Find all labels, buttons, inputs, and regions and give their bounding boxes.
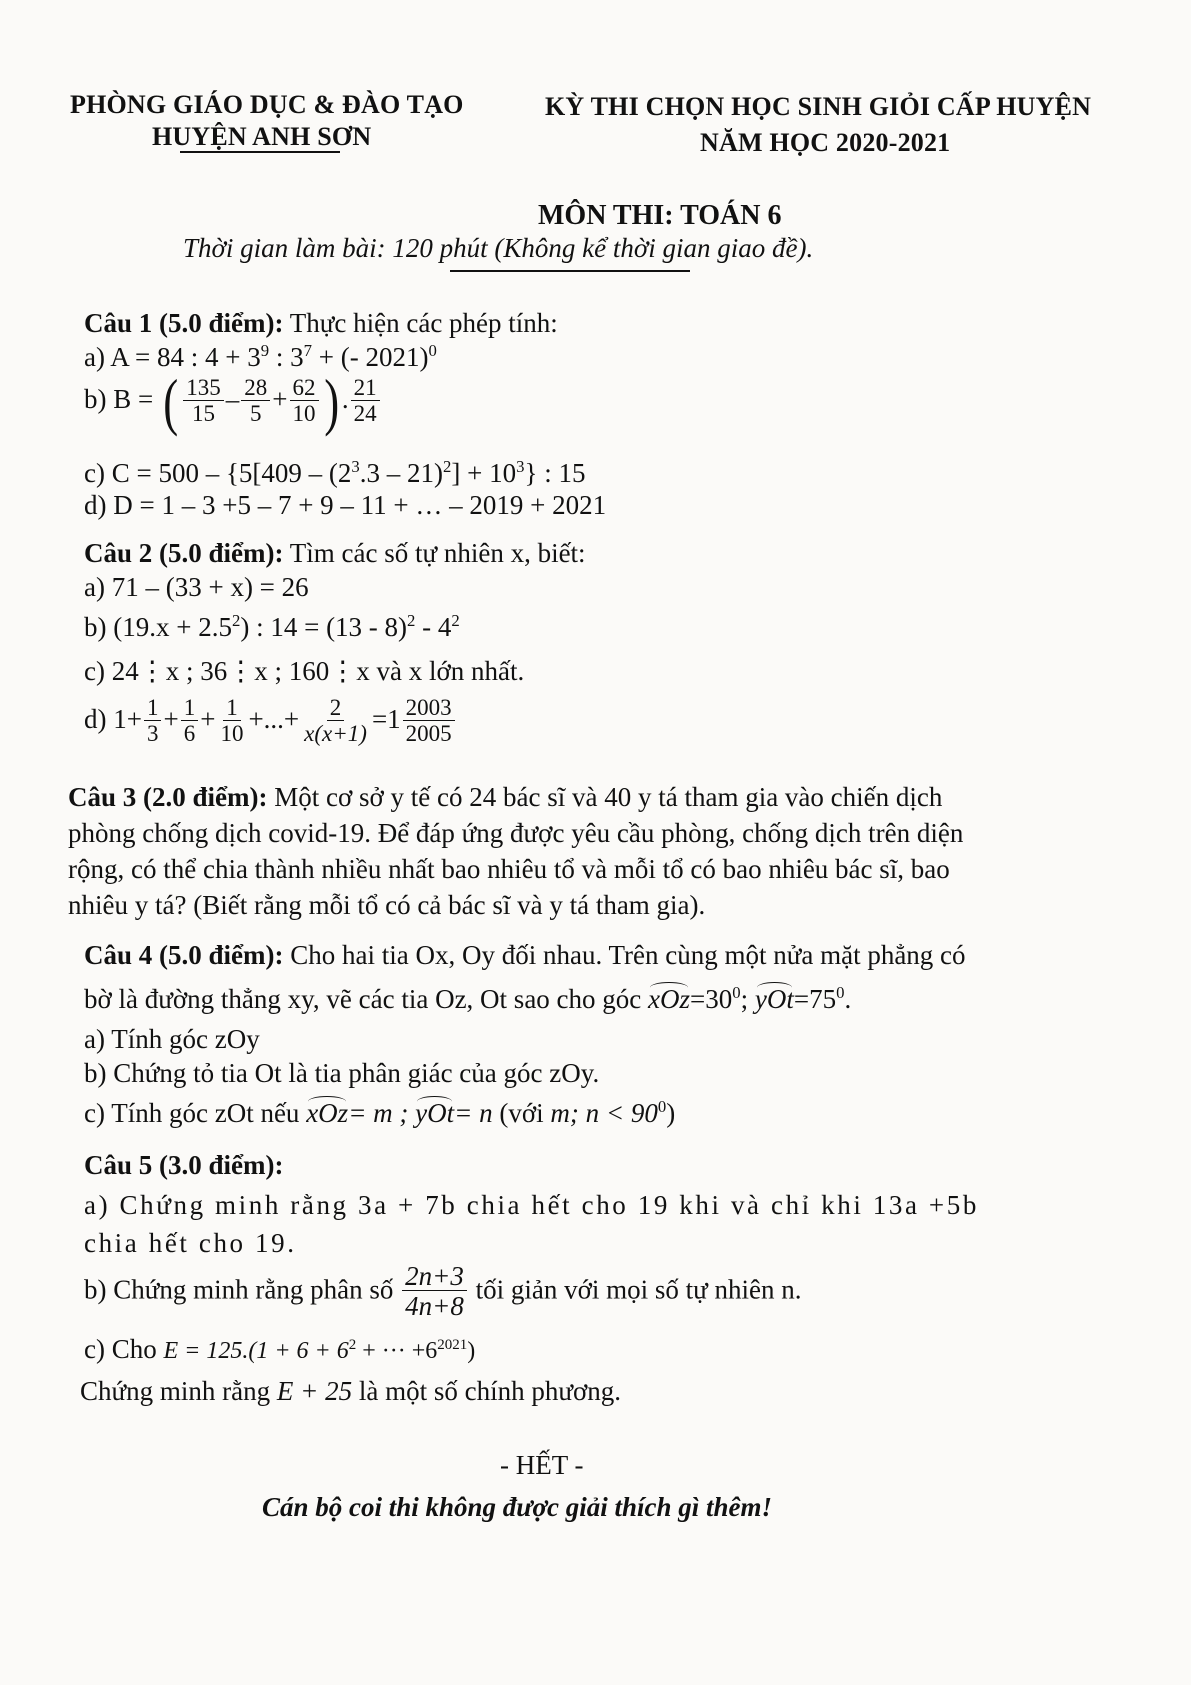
denominator: 15 [192, 401, 216, 427]
part-label: b) B = [84, 383, 154, 414]
exponent: 3 [351, 456, 360, 476]
question-3-line-3: rộng, có thể chia thành nhiều nhất bao nhiêu tổ và mỗi tổ có bao nhiêu bác sĩ, bao [68, 854, 950, 884]
question-3-text: Một cơ sở y tế có 24 bác sĩ và 40 y tá tham gia vào chiến dịch [274, 782, 943, 812]
expr: = m ; [348, 1098, 409, 1128]
time-note: Thời gian làm bài: 120 phút (Không kể thời gian giao đề). [183, 233, 814, 263]
degree: 0 [836, 982, 845, 1002]
question-4-line-2 [84, 984, 851, 1015]
expr: ) : 14 = (13 - 8) [240, 612, 408, 642]
question-4-title: Câu 4 (5.0 điểm): [84, 940, 284, 970]
question-2d: d) 1+ $\frac{1}{3}$ + $\frac{1}{6}$ + $\frac{1}{10}$ +...+ $\frac{2}{x(x+1)}$ =1 $\frac{2003}{2005}$ [84, 696, 457, 748]
expr: m; n < 90 [550, 1098, 658, 1128]
numerator: 1 [223, 696, 241, 721]
denominator: 4n+8 [405, 1291, 464, 1322]
expr: ) [467, 1338, 476, 1364]
end-marker: - HẾT - [500, 1450, 584, 1480]
expr: : 3 [269, 342, 304, 372]
expr: (với [499, 1098, 544, 1128]
time-underline [450, 270, 690, 272]
exam-title: KỲ THI CHỌN HỌC SINH GIỎI CẤP HUYỆN [545, 92, 1092, 121]
exponent: 2 [348, 1337, 357, 1353]
expr: Chứng minh rằng [80, 1376, 271, 1406]
expr: b) (19.x + 2.5 [84, 612, 232, 642]
expr: .3 – 21) [359, 458, 444, 488]
expr: 1 [113, 703, 127, 734]
question-3-line-1 [68, 782, 1118, 813]
question-1a [84, 342, 437, 373]
angle-xoz: xOz [648, 984, 691, 1014]
part-label: d) [84, 703, 107, 734]
expr: = n [454, 1098, 493, 1128]
exponent: 3 [516, 456, 525, 476]
question-4-line-1 [84, 940, 966, 971]
question-2-title: Câu 2 (5.0 điểm): [84, 538, 284, 568]
numerator: 2n+3 [402, 1262, 467, 1291]
question-5a-line-1: a) Chứng minh rằng 3a + 7b chia hết cho 19 khi và chỉ khi 13a +5b [84, 1190, 979, 1220]
department-name: PHÒNG GIÁO DỤC & ĐÀO TẠO [70, 90, 464, 119]
question-1-heading [84, 308, 558, 339]
question-3-line-4: nhiêu y tá? (Biết rằng mỗi tổ có cả bác sĩ và y tá tham gia). [68, 890, 706, 920]
denominator: 10 [292, 401, 316, 427]
denominator: 10 [220, 721, 244, 747]
question-1-prompt: Thực hiện các phép tính: [289, 308, 558, 338]
district-underline [180, 151, 340, 153]
degree: 0 [732, 982, 741, 1002]
exponent: 2 [407, 610, 416, 630]
question-2c: c) 24⋮x ; 36⋮x ; 160⋮x và x lớn nhất. [84, 656, 525, 686]
question-2-prompt: Tìm các số tự nhiên x, biết: [289, 538, 586, 568]
numerator: 2003 [403, 696, 455, 721]
question-1-title: Câu 1 (5.0 điểm): [84, 308, 284, 338]
question-4-text: Cho hai tia Ox, Oy đối nhau. Trên cùng một nửa mặt phẳng có [290, 940, 966, 970]
subject-title: MÔN THI: TOÁN 6 [538, 200, 782, 231]
denominator: 2005 [405, 721, 452, 747]
numerator: 62 [290, 376, 319, 401]
denominator: 5 [250, 401, 262, 427]
question-1d: d) D = 1 – 3 +5 – 7 + 9 – 11 + … – 2019 + 2021 [84, 490, 607, 520]
question-4-text: bờ là đường thẳng xy, vẽ các tia Oz, Ot sao cho góc [84, 984, 642, 1014]
expr: . [844, 984, 852, 1014]
exponent: 0 [428, 340, 437, 360]
exponent: 2 [451, 610, 460, 630]
expr: +...+ [248, 703, 300, 734]
numerator: 21 [351, 376, 380, 401]
numerator: 1 [181, 696, 199, 721]
exponent: 9 [260, 340, 270, 360]
denominator: 24 [353, 401, 377, 427]
question-1c [84, 458, 585, 489]
expr: ) [666, 1098, 676, 1128]
expr: b) Chứng minh rằng phân số [84, 1274, 394, 1305]
expr: =1 [371, 703, 401, 734]
expr: là một số chính phương. [358, 1376, 621, 1406]
numerator: 135 [183, 376, 224, 401]
expr: E = 125.(1 + 6 + 6 [163, 1338, 349, 1364]
part-label: a) [84, 342, 105, 372]
question-3-line-2: phòng chống dịch covid-19. Để đáp ứng được yêu cầu phòng, chống dịch trên diện [68, 818, 964, 848]
exponent: 7 [303, 340, 312, 360]
question-4c [84, 1098, 675, 1129]
numerator: 2 [327, 696, 345, 721]
angle-xoz: xOz [306, 1098, 349, 1128]
expr: - 4 [415, 612, 452, 642]
district-name: HUYỆN ANH SƠN [152, 122, 372, 151]
numerator: 28 [241, 376, 270, 401]
question-2-heading [84, 538, 586, 569]
expr: ] + 10 [451, 458, 517, 488]
question-5a-line-2: chia hết cho 19. [84, 1228, 297, 1258]
school-year: NĂM HỌC 2020-2021 [700, 128, 951, 157]
numerator: 1 [144, 696, 162, 721]
question-2b [84, 612, 460, 643]
exponent: 2021 [437, 1337, 468, 1353]
expr: c) C = 500 – {5[409 – (2 [84, 458, 352, 488]
question-5b [84, 1262, 802, 1322]
question-2a: a) 71 – (33 + x) = 26 [84, 572, 309, 602]
exponent: 2 [231, 610, 241, 630]
degree: 0 [657, 1096, 667, 1116]
expr: c) Cho [84, 1334, 157, 1364]
question-4b: b) Chứng tỏ tia Ot là tia phân giác của góc zOy. [84, 1058, 600, 1088]
expr: c) Tính góc zOt nếu [84, 1098, 300, 1128]
expr: =75 [793, 984, 837, 1014]
question-4a: a) Tính góc zOy [84, 1024, 260, 1054]
expr: + (- 2021) [311, 342, 429, 372]
question-5-title: Câu 5 (3.0 điểm): [84, 1150, 284, 1180]
denominator: 6 [183, 721, 196, 747]
expr: A = 84 : 4 + 3 [110, 342, 261, 372]
question-1b: b) B = ( $\frac{135}{15}$ – $\frac{28}{5}$ + $\frac{62}{10}$ ) . $\frac{21}{24}$ [84, 376, 382, 428]
expr: ; [740, 984, 749, 1014]
proctor-note: Cán bộ coi thi không được giải thích gì thêm! [262, 1492, 772, 1522]
denominator: 3 [146, 721, 159, 747]
exponent: 2 [443, 456, 452, 476]
question-5c [84, 1334, 475, 1365]
expr: + ··· +6 [356, 1338, 438, 1364]
question-3-title: Câu 3 (2.0 điểm): [68, 782, 268, 812]
angle-yot: yOt [754, 984, 794, 1014]
expr: =30 [690, 984, 733, 1014]
question-5c-line-2 [80, 1376, 621, 1407]
angle-yot: yOt [415, 1098, 455, 1128]
denominator: x(x+1) [304, 721, 367, 747]
expr: E + 25 [276, 1376, 353, 1406]
expr: } : 15 [524, 458, 586, 488]
expr: tối giản với mọi số tự nhiên n. [475, 1274, 802, 1305]
